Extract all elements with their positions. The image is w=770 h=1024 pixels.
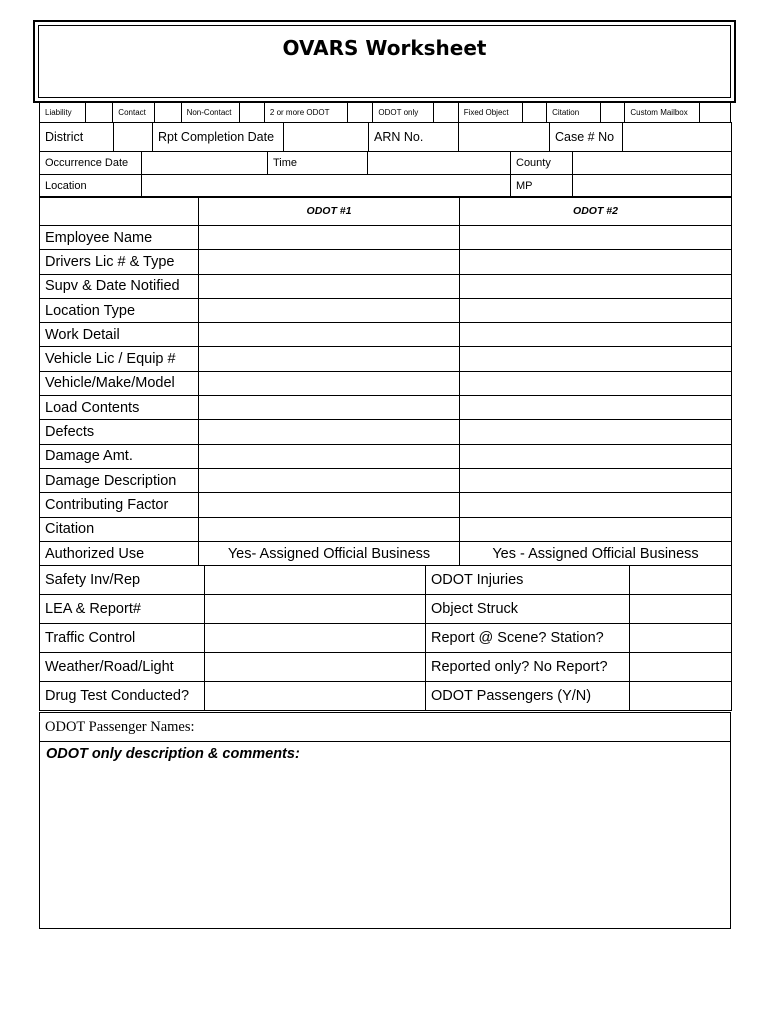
time-label: Time: [268, 152, 368, 175]
odot-2-value[interactable]: [460, 226, 732, 250]
odot-2-value[interactable]: [460, 420, 732, 444]
odot-1-value[interactable]: [199, 226, 460, 250]
rpt-completion-date-field[interactable]: [284, 123, 369, 152]
table-row: [40, 541, 732, 565]
case-no-field[interactable]: [623, 123, 732, 152]
page-title: OVARS Worksheet: [282, 36, 487, 60]
value-field[interactable]: [205, 595, 426, 624]
odot-2-value[interactable]: [460, 468, 732, 492]
value-field[interactable]: [630, 653, 732, 682]
label-liability: Liability: [40, 103, 86, 123]
row-label: Contributing Factor: [40, 493, 199, 517]
table-row: [40, 517, 732, 541]
mp-label: MP: [511, 175, 573, 198]
rpt-completion-date-label: Rpt Completion Date: [153, 123, 284, 152]
row-label: Vehicle Lic / Equip #: [40, 347, 199, 371]
incident-type-checkboxes: [39, 102, 731, 123]
odot-2-value[interactable]: [460, 371, 732, 395]
checkbox-contact[interactable]: [155, 103, 181, 123]
odot-2-value[interactable]: [460, 274, 732, 298]
mp-field[interactable]: [573, 175, 732, 198]
odot-1-value[interactable]: [199, 347, 460, 371]
odot-1-value[interactable]: [199, 468, 460, 492]
odot-1-value[interactable]: [199, 250, 460, 274]
occurrence-date-field[interactable]: [142, 152, 268, 175]
row-label: Report @ Scene? Station?: [426, 624, 630, 653]
row-label: ODOT Injuries: [426, 566, 630, 595]
location-field[interactable]: [142, 175, 511, 198]
value-field[interactable]: [630, 566, 732, 595]
row-label: Defects: [40, 420, 199, 444]
arn-no-label: ARN No.: [369, 123, 459, 152]
table-row: [40, 298, 732, 322]
label-contact: Contact: [113, 103, 155, 123]
label-fixed-object: Fixed Object: [458, 103, 522, 123]
table-row: [40, 595, 732, 624]
table-row: [40, 468, 732, 492]
label-odot-only: ODOT only: [373, 103, 433, 123]
odot-1-value[interactable]: [199, 323, 460, 347]
district-label: District: [40, 123, 114, 152]
row-label: ODOT Passengers (Y/N): [426, 682, 630, 711]
table-row: [40, 566, 732, 595]
row-label: Vehicle/Make/Model: [40, 371, 199, 395]
checkbox-citation[interactable]: [601, 103, 625, 123]
value-field[interactable]: [205, 624, 426, 653]
row-label: Citation: [40, 517, 199, 541]
row-label: Drug Test Conducted?: [40, 682, 205, 711]
odot-1-value[interactable]: [199, 371, 460, 395]
description-comments-label: ODOT only description & comments:: [46, 746, 300, 762]
row-label: Object Struck: [426, 595, 630, 624]
table-row: [40, 323, 732, 347]
row-label: LEA & Report#: [40, 595, 205, 624]
county-label: County: [511, 152, 573, 175]
odot-1-value[interactable]: [199, 298, 460, 322]
row-label: Work Detail: [40, 323, 199, 347]
odot-employee-table: [39, 196, 732, 566]
table-row: [40, 274, 732, 298]
odot-2-value[interactable]: [460, 298, 732, 322]
table-row: [40, 396, 732, 420]
table-row: [40, 444, 732, 468]
odot-1-value[interactable]: [199, 444, 460, 468]
odot-2-header: ODOT #2: [460, 197, 732, 226]
odot-2-value[interactable]: [460, 347, 732, 371]
odot-2-value[interactable]: [460, 396, 732, 420]
county-field[interactable]: [573, 152, 732, 175]
title-inner-border: [38, 25, 731, 98]
checkbox-odot-only[interactable]: [433, 103, 458, 123]
odot-1-value[interactable]: [199, 274, 460, 298]
odot-1-value[interactable]: [199, 396, 460, 420]
label-non-contact: Non-Contact: [181, 103, 239, 123]
value-field[interactable]: [630, 624, 732, 653]
district-row: [39, 122, 732, 152]
row-label: Damage Amt.: [40, 444, 199, 468]
arn-no-field[interactable]: [459, 123, 550, 152]
value-field[interactable]: [205, 682, 426, 711]
table-row: [40, 226, 732, 250]
table-row: [40, 653, 732, 682]
case-no-label: Case # No: [550, 123, 623, 152]
row-label: Location Type: [40, 298, 199, 322]
checkbox-fixed-object[interactable]: [522, 103, 546, 123]
time-field[interactable]: [368, 152, 511, 175]
description-comments-box[interactable]: [39, 741, 731, 929]
table-row: [40, 371, 732, 395]
odot-2-value[interactable]: [460, 250, 732, 274]
checkbox-custom-mailbox[interactable]: [699, 103, 730, 123]
table-row: [40, 682, 732, 711]
checkbox-two-or-more-odot[interactable]: [348, 103, 373, 123]
table-row: [40, 420, 732, 444]
label-two-or-more-odot: 2 or more ODOT: [264, 103, 347, 123]
occurrence-date-label: Occurrence Date: [40, 152, 142, 175]
table-row: [40, 493, 732, 517]
table-row: [40, 347, 732, 371]
odot-table-corner: [40, 197, 199, 226]
label-citation: Citation: [547, 103, 601, 123]
odot-1-header: ODOT #1: [199, 197, 460, 226]
checkbox-non-contact[interactable]: [239, 103, 264, 123]
value-field[interactable]: [205, 566, 426, 595]
row-label: Damage Description: [40, 468, 199, 492]
safety-table: [39, 565, 732, 711]
odot-1-value[interactable]: [199, 493, 460, 517]
row-label: Authorized Use: [40, 541, 199, 565]
passenger-names-field[interactable]: ODOT Passenger Names:: [40, 713, 731, 742]
district-field[interactable]: [114, 123, 153, 152]
row-label: Weather/Road/Light: [40, 653, 205, 682]
value-field[interactable]: [630, 595, 732, 624]
label-custom-mailbox: Custom Mailbox: [625, 103, 699, 123]
value-field[interactable]: [205, 653, 426, 682]
odot-2-value[interactable]: [460, 493, 732, 517]
row-label: Traffic Control: [40, 624, 205, 653]
odot-2-value[interactable]: [460, 517, 732, 541]
row-label: Supv & Date Notified: [40, 274, 199, 298]
table-row: [40, 624, 732, 653]
row-label: Employee Name: [40, 226, 199, 250]
odot-1-value[interactable]: [199, 517, 460, 541]
row-label: Load Contents: [40, 396, 199, 420]
row-label: Drivers Lic # & Type: [40, 250, 199, 274]
passenger-names-table: [39, 712, 731, 742]
table-row: [40, 250, 732, 274]
row-label: Reported only? No Report?: [426, 653, 630, 682]
checkbox-liability[interactable]: [86, 103, 113, 123]
odot-1-value[interactable]: Yes- Assigned Official Business: [199, 541, 460, 565]
value-field[interactable]: [630, 682, 732, 711]
odot-2-value[interactable]: [460, 444, 732, 468]
odot-2-value[interactable]: [460, 323, 732, 347]
occurrence-table: [39, 151, 732, 198]
title-box: [33, 20, 736, 103]
odot-2-value[interactable]: Yes - Assigned Official Business: [460, 541, 732, 565]
row-label: Safety Inv/Rep: [40, 566, 205, 595]
odot-1-value[interactable]: [199, 420, 460, 444]
location-label: Location: [40, 175, 142, 198]
